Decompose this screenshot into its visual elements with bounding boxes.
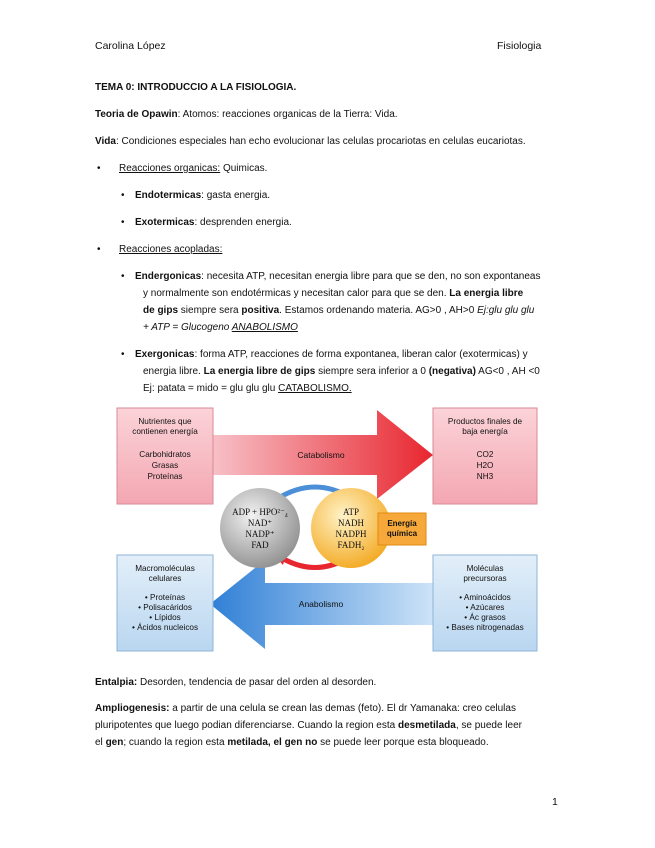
- moleculas-line: • Azúcares: [465, 603, 505, 612]
- nutrientes-line: contienen energía: [132, 427, 198, 436]
- anabolismo-label: Anabolismo: [298, 599, 344, 609]
- svg-text:Moléculas: [467, 564, 504, 573]
- ampliogenesis-line-2: pluripotentes que luego podian diferenciarse. Cuando la region esta desmetilada, se puede leer: [95, 720, 522, 731]
- reacciones-acopladas-item: Reacciones acopladas:: [119, 244, 223, 255]
- nutrientes-line: Grasas: [151, 461, 179, 470]
- adp-circle-line: ADP + HPO²⁻₄: [232, 507, 288, 517]
- metabolism-diagram: [115, 405, 543, 665]
- moleculas-line: • Bases nitrogenadas: [446, 623, 524, 632]
- bullet-dot-icon: •: [121, 349, 125, 360]
- adp-circle-line: NAD⁺: [247, 518, 273, 528]
- header-subject: Fisiologia: [497, 40, 542, 52]
- svg-text:• Polisacáridos: [138, 603, 192, 612]
- exergonicas-line-1: Exergonicas: forma ATP, reacciones de forma expontanea, liberan calor (exotermicas) y: [135, 349, 528, 360]
- bullet-dot-icon: •: [121, 190, 125, 201]
- macromoleculas-line: • Proteínas: [144, 593, 186, 602]
- svg-text:FAD: [251, 540, 269, 550]
- svg-text:celulares: [149, 574, 182, 583]
- exotermicas-item: Exotermicas: desprenden energia.: [135, 217, 292, 228]
- svg-text:ATP: [343, 507, 359, 517]
- svg-text:NAD⁺: [248, 518, 272, 528]
- moleculas-line: • Ác grasos: [464, 613, 506, 622]
- macromoleculas-line: • Lípidos: [149, 613, 181, 622]
- exergonicas-line-2: energia libre. La energia libre de gips siempre sera inferior a 0 (negativa) AG<0 , AH <0: [143, 366, 540, 377]
- svg-text:• Lípidos: [149, 613, 181, 622]
- svg-text:NH3: [477, 472, 494, 481]
- svg-text:NADH: [338, 518, 364, 528]
- svg-text:química: [387, 529, 418, 538]
- bullet-dot-icon: •: [97, 244, 101, 255]
- nutrientes-line: Proteínas: [147, 472, 183, 481]
- svg-text:Catabolismo: [297, 450, 345, 460]
- svg-text:FADH₂: [338, 540, 365, 550]
- nutrientes-line: Nutrientes que: [138, 417, 192, 426]
- svg-text:precursoras: [463, 574, 506, 583]
- productos-line: NH3: [476, 472, 494, 481]
- opawin-paragraph: Teoria de Opawin: Atomos: reacciones organicas de la Tierra: Vida.: [95, 109, 398, 120]
- energia-label: química: [386, 529, 418, 538]
- svg-text:Anabolismo: [299, 599, 344, 609]
- bullet-dot-icon: •: [121, 271, 125, 282]
- svg-text:Productos finales de: [448, 417, 523, 426]
- macromoleculas-line: celulares: [148, 574, 182, 583]
- svg-text:• Ácidos nucleicos: [132, 622, 198, 632]
- svg-text:Nutrientes que: [138, 417, 192, 426]
- macromoleculas-line: • Ácidos nucleicos: [131, 623, 199, 632]
- bullet-dot-icon: •: [121, 217, 125, 228]
- exergonicas-line-3: Ej: patata = mido = glu glu glu CATABOLISMO.: [143, 383, 352, 394]
- svg-text:• Ác grasos: [464, 612, 506, 622]
- productos-line: H2O: [476, 461, 494, 470]
- header-author: Carolina López: [95, 40, 166, 52]
- energia-label: Energía: [387, 519, 417, 528]
- svg-text:baja energía: [462, 427, 508, 436]
- svg-text:NADPH: [335, 529, 367, 539]
- nutrientes-line: Carbohidratos: [139, 450, 191, 459]
- svg-text:NADP⁺: [245, 529, 275, 539]
- svg-text:• Azúcares: [466, 603, 505, 612]
- svg-text:Grasas: [152, 461, 178, 470]
- endergonicas-line-3: de gips siempre sera positiva. Estamos ordenando materia. AG>0 , AH>0 Ej:glu glu glu: [143, 305, 535, 316]
- vida-paragraph: Vida: Condiciones especiales han echo evolucionar las celulas procariotas en celulas eucariotas.: [95, 136, 526, 147]
- page-number: 1: [552, 796, 558, 808]
- svg-text:ADP + HPO²⁻₄: [232, 507, 288, 517]
- endergonicas-line-4: + ATP = Glucogeno ANABOLISMO: [143, 322, 298, 333]
- atp-circle-line: NADH: [338, 518, 364, 528]
- atp-circle-line: NADPH: [335, 529, 367, 539]
- endotermicas-item: Endotermicas: gasta energia.: [135, 190, 271, 201]
- moleculas-line: precursoras: [463, 574, 507, 583]
- catabolismo-label: Catabolismo: [297, 450, 345, 460]
- svg-text:H2O: [477, 461, 494, 470]
- bullet-dot-icon: •: [97, 163, 101, 174]
- endergonicas-line-2: y normalmente son endotérmicas y necesitan calor para que se den. La energia libre: [143, 288, 524, 299]
- atp-circle-line: FADH₂: [337, 540, 365, 550]
- svg-text:CO2: [477, 450, 494, 459]
- productos-line: CO2: [476, 450, 494, 459]
- svg-text:Energía: [387, 519, 417, 528]
- svg-text:Carbohidratos: [139, 450, 190, 459]
- page-title: TEMA 0: INTRODUCCIO A LA FISIOLOGIA.: [95, 82, 297, 93]
- svg-text:Proteínas: [147, 472, 182, 481]
- productos-line: Productos finales de: [447, 417, 523, 426]
- adp-circle: [220, 488, 300, 568]
- svg-text:• Bases nitrogenadas: [446, 623, 524, 632]
- endergonicas-line-1: Endergonicas: necesita ATP, necesitan energia libre para que se den, no son expontaneas: [135, 271, 541, 282]
- ampliogenesis-line-1: Ampliogenesis: a partir de una celula se crean las demas (feto). El dr Yamanaka: creo celulas: [95, 703, 516, 714]
- ampliogenesis-line-3: el gen; cuando la region esta metilada, el gen no se puede leer porque esta bloqueado.: [95, 737, 489, 748]
- entalpia-paragraph: Entalpia: Desorden, tendencia de pasar del orden al desorden.: [95, 677, 377, 688]
- productos-line: baja energía: [462, 427, 508, 436]
- atp-circle-line: ATP: [342, 507, 360, 517]
- svg-text:Macromoléculas: [135, 564, 195, 573]
- svg-text:• Aminoácidos: [459, 593, 511, 602]
- svg-text:contienen energía: [132, 427, 198, 436]
- moleculas-line: • Aminoácidos: [459, 593, 511, 602]
- moleculas-line: Moléculas: [466, 564, 504, 573]
- reacciones-organicas-item: Reacciones organicas: Quimicas.: [119, 163, 268, 174]
- adp-circle-line: NADP⁺: [245, 529, 275, 539]
- adp-circle-line: FAD: [251, 540, 269, 550]
- macromoleculas-line: • Polisacáridos: [138, 603, 192, 612]
- svg-text:• Proteínas: [145, 593, 185, 602]
- macromoleculas-line: Macromoléculas: [135, 564, 195, 573]
